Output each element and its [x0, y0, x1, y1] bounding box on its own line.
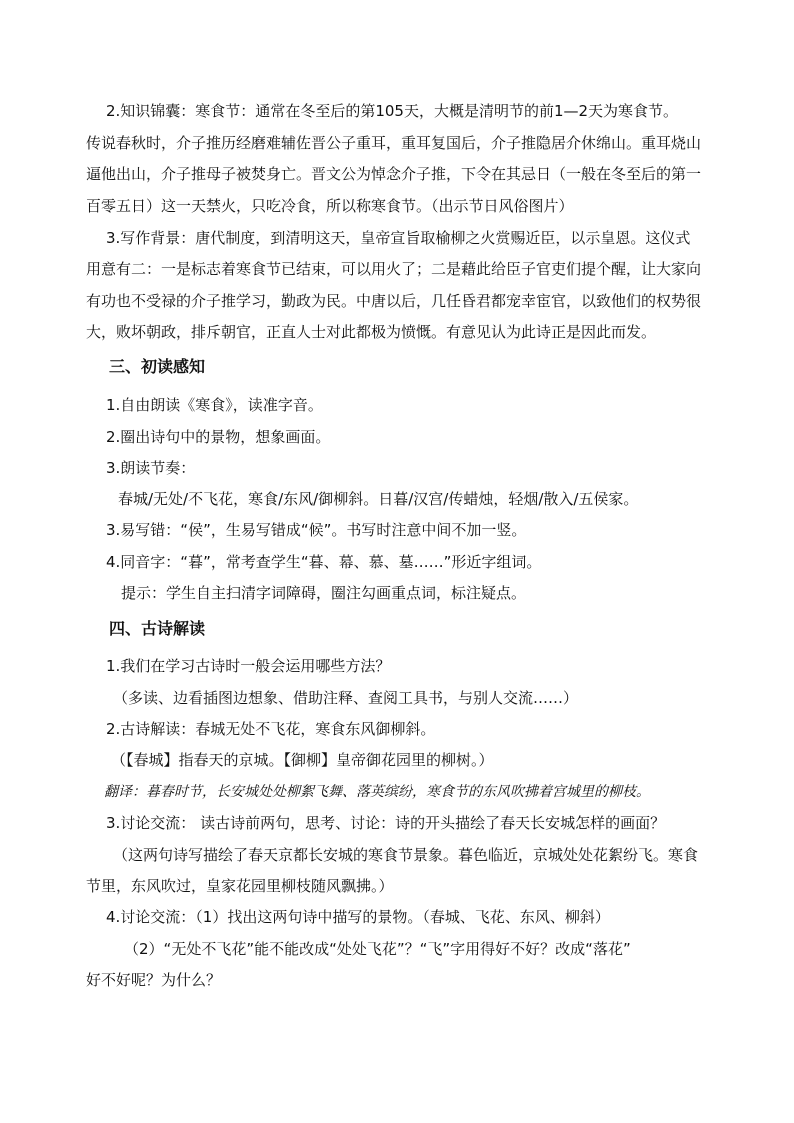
annotation-notes: （【春城】指春天的京城。【御柳】皇帝御花园里的柳树。） — [111, 751, 494, 769]
reading-item-2: 2.圈出诗句中的景物，想象画面。 — [106, 428, 331, 446]
reading-item-1: 1.自由朗读《寒食》，读准字音。 — [106, 396, 323, 414]
answer-3-line-2: 节里，东风吹过，皇家花园里柳枝随风飘拂。） — [86, 877, 394, 895]
reading-item-3: 3.朗读节奏： — [106, 459, 196, 477]
knowledge-line-2: 传说春秋时，介子推历经磨难辅佐晋公子重耳，重耳复国后，介子推隐居介休绵山。重耳烧山 — [86, 134, 702, 152]
rhythm-line: 春城/无处/不飞花，寒食/东风/御柳斜。日暮/汉宫/传蜡烛，轻烟/散入/五侯家。 — [118, 490, 639, 508]
question-4: 4.讨论交流：（1）找出这两句诗中描写的景物。（春城、飞花、东风、柳斜） — [106, 908, 610, 926]
question-3: 3.讨论交流： 读古诗前两句，思考、讨论：诗的开头描绘了春天长安城怎样的画面？ — [106, 814, 666, 832]
question-2: 2.古诗解读：春城无处不飞花，寒食东风御柳斜。 — [106, 720, 436, 738]
question-4-part-2-line-2: 好不好呢？为什么？ — [86, 971, 222, 989]
background-line-4: 大，败坏朝政，排斥朝官，正直人士对此都极为愤慨。有意见认为此诗正是因此而发。 — [86, 323, 657, 341]
section-3-heading: 三、初读感知 — [109, 357, 206, 376]
translation-line: 翻译：暮春时节，长安城处处柳絮飞舞、落英缤纷，寒食节的东风吹拂着宫城里的柳枝。 — [104, 784, 650, 800]
knowledge-line-3: 逼他出山，介子推母子被焚身亡。晋文公为悼念介子推，下令在其忌日（一般在冬至后的第一 — [86, 165, 702, 183]
section-4-heading: 四、古诗解读 — [109, 619, 206, 638]
question-1: 1.我们在学习古诗时一般会运用哪些方法？ — [106, 657, 391, 675]
answer-1: （多读、边看插图边想象、借助注释、查阅工具书，与别人交流……） — [113, 689, 579, 707]
knowledge-line-4: 百零五日）这一天禁火，只吃冷食，所以称寒食节。（出示节日风俗图片） — [86, 197, 574, 215]
answer-3-line-1: （这两句诗写描绘了春天京都长安城的寒食节景象。暮色临近，京城处处花絮纷飞。寒食 — [113, 846, 699, 864]
tip-line: 提示：学生自主扫清字词障碍，圈注勾画重点词，标注疑点。 — [121, 584, 527, 602]
background-line-3: 有功也不受禄的介子推学习，勤政为民。中唐以后，几任昏君都宠幸宦官，以致他们的权势很 — [86, 292, 702, 310]
reading-item-4: 3.易写错：“侯”，生易写错成“候”。书写时注意中间不加一竖。 — [106, 521, 527, 539]
background-line-2: 用意有二：一是标志着寒食节已结束，可以用火了；二是藉此给臣子官吏们提个醒，让大家向 — [86, 260, 702, 278]
reading-item-5: 4.同音字：“暮”，常考查学生“暮、幕、慕、墓……”形近字组词。 — [106, 553, 542, 571]
knowledge-line-1: 2.知识锦囊：寒食节：通常在冬至后的第105天，大概是清明节的前1—2天为寒食节。 — [106, 102, 679, 120]
background-line-1: 3.写作背景：唐代制度，到清明这天，皇帝宣旨取榆柳之火赏赐近臣，以示皇恩。这仪式 — [106, 229, 691, 247]
question-4-part-2-line-1: （2）“无处不飞花”能不能改成“处处飞花”？“飞”字用得好不好？改成“落花” — [124, 940, 631, 958]
